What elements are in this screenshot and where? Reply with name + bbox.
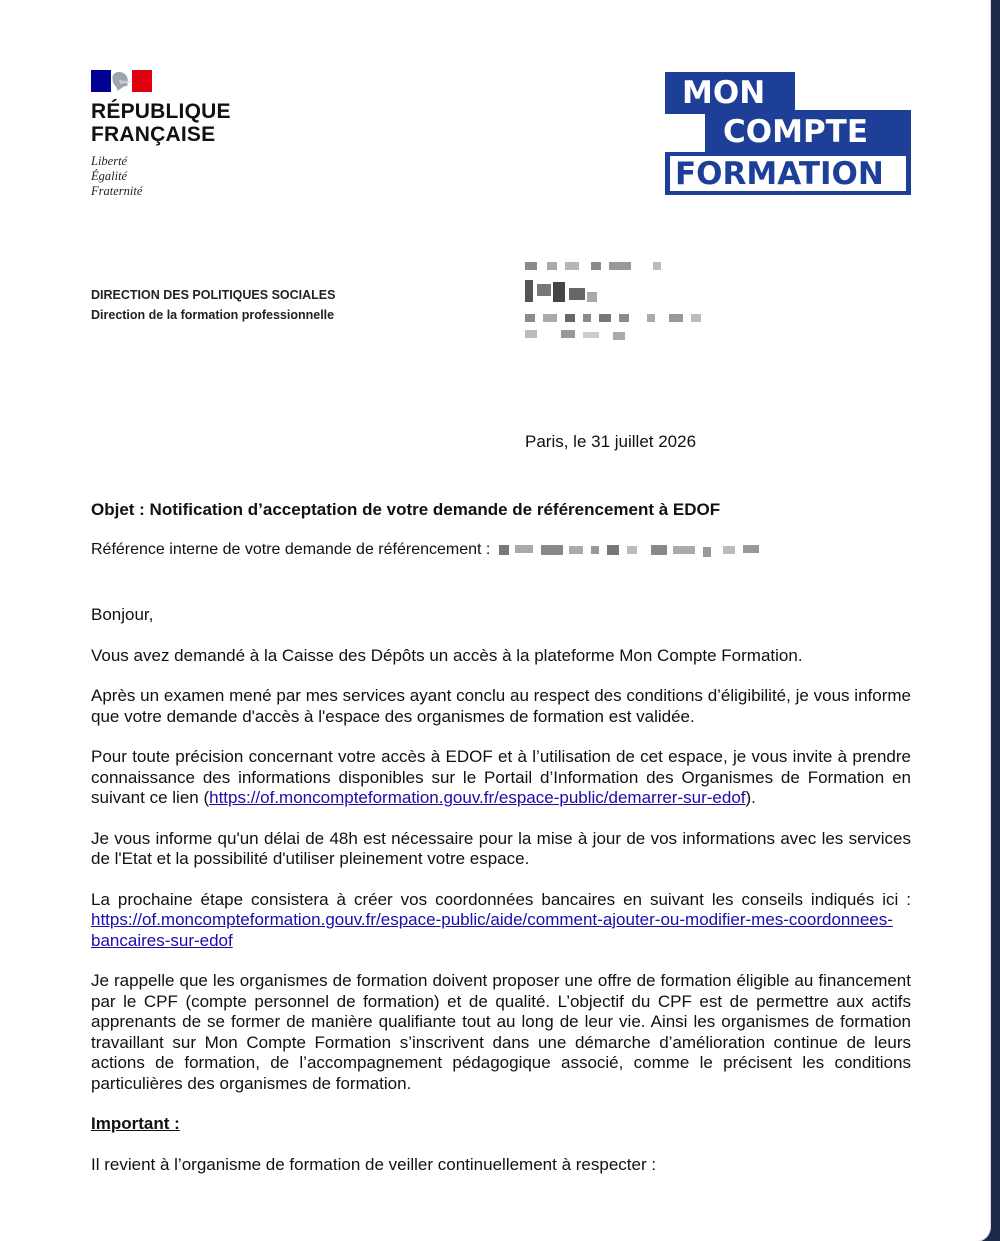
paragraph-6: Je rappelle que les organismes de formation doivent proposer une offre de formation éligible au financement par le CPF (compte personnel de formation) et de qualité. L’objectif du CPF est de permettre aux actifs apprenants de se former de manière qualifiante tout au long de leur vie. Ainsi les organismes de formation travaillant sur Mon Compte Formation s’inscrivent dans une démarche d’amélioration continue de leurs actions de formation, de l’accompagnement pédagogique associé, comme le précisent les conditions particulières des organismes de formation.: [91, 971, 911, 1093]
republique-francaise-logo: [91, 70, 231, 199]
paragraph-4: Je vous informe qu'un délai de 48h est nécessaire pour la mise à jour de vos informations avec les services de l'Etat et la possibilité d'utiliser pleinement votre espace.: [91, 828, 911, 868]
greeting: Bonjour,: [91, 605, 154, 624]
sender-block: [91, 285, 335, 325]
paragraph-3-end: ).: [745, 788, 756, 807]
marianne-flag-icon: [91, 70, 152, 92]
redacted-address-block: [525, 262, 705, 342]
sub-direction-title: Direction de la formation professionnelle: [91, 308, 335, 322]
reference-label: Référence interne de votre demande de référencement :: [91, 541, 491, 558]
paragraph-3-text: Pour toute précision concernant votre accès à EDOF et à l’utilisation de cet espace, je vous invite à prendre connaissance des informations disponibles sur le Portail d’Information des Organismes de Formation en suivant ce lien (: [91, 747, 911, 807]
paragraph-2: Après un examen mené par mes services ayant conclu au respect des conditions d’éligibilité, je vous informe que votre demande d'accès à l'espace des organismes de formation est validée.: [91, 686, 911, 726]
logo-line-formation-frame: [665, 152, 911, 195]
important-heading: Important :: [91, 1114, 180, 1133]
logo-line-mon: MON: [665, 72, 795, 114]
mon-compte-formation-logo: [665, 72, 911, 195]
letter-date: Paris, le 31 juillet 2026: [525, 432, 697, 451]
logo-line-compte: COMPTE: [705, 110, 911, 152]
paragraph-7: Il revient à l’organisme de formation de veiller continuellement à respecter :: [91, 1154, 657, 1174]
letter-body: [91, 605, 911, 1195]
republic-line-1: RÉPUBLIQUE: [91, 100, 231, 123]
demarrer-sur-edof-link[interactable]: https://of.moncompteformation.gouv.fr/espace-public/demarrer-sur-edof: [209, 788, 746, 807]
motto-fraternite: Fraternité: [91, 184, 143, 198]
paragraph-5-text: La prochaine étape consistera à créer vos coordonnées bancaires en suivant les conseils indiqués ici :: [91, 889, 911, 909]
redacted-reference: [495, 543, 775, 557]
paragraph-5: [91, 890, 911, 952]
coordonnees-bancaires-link[interactable]: https://of.moncompteformation.gouv.fr/espace-public/aide/comment-ajouter-ou-modifier-mes-coordonnees-bancaires-sur-edof: [91, 910, 893, 950]
logo-line-formation: FORMATION: [670, 156, 906, 191]
direction-title: DIRECTION DES POLITIQUES SOCIALES: [91, 288, 336, 302]
letter-subject: Objet : Notification d’acceptation de votre demande de référencement à EDOF: [91, 500, 721, 519]
republic-line-2: FRANÇAISE: [91, 123, 216, 146]
reference-line: [91, 541, 775, 559]
motto-egalite: Égalité: [91, 169, 128, 183]
motto-liberte: Liberté: [91, 154, 128, 168]
paragraph-3: [91, 747, 911, 809]
paragraph-1: Vous avez demandé à la Caisse des Dépôts un accès à la plateforme Mon Compte Formation.: [91, 645, 803, 665]
